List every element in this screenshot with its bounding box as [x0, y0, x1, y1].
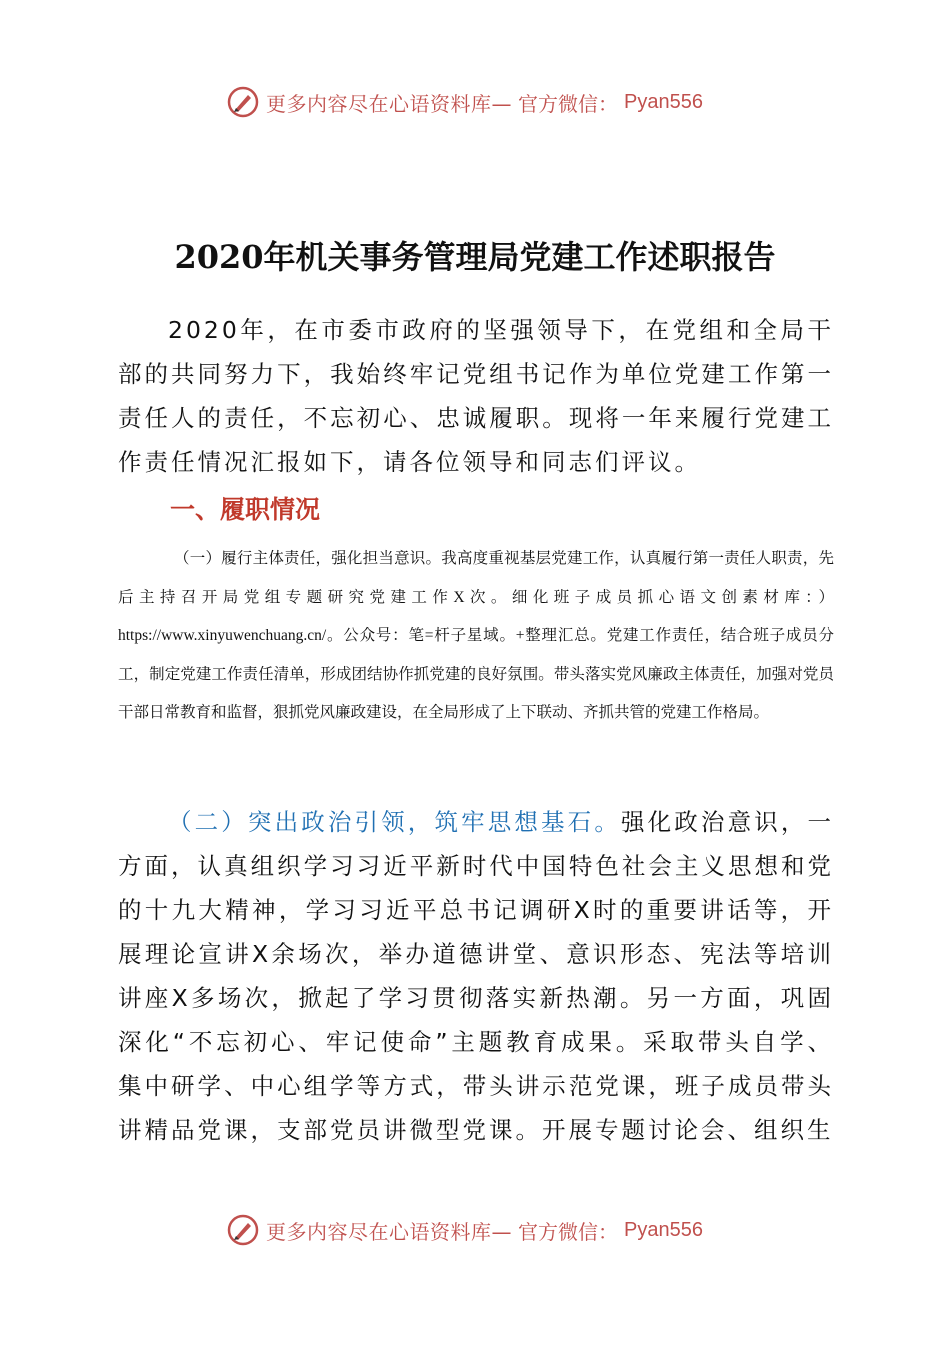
wechat-label: 官方微信：	[518, 91, 618, 116]
pen-circle-icon	[226, 1213, 260, 1247]
wechat-id: Pyan556	[624, 90, 703, 113]
pen-circle-icon	[226, 85, 260, 119]
item-2-text: 强化政治意识，一方面，认真组织学习习近平新时代中国特色社会主义思想和党的十九大精神，学习习近平总书记调研X时的重要讲话等，开展理论宣讲X余场次，举办道德讲堂、意识形态、宪法等培训讲座X多场次，掀起了学习贯彻落实新热潮。另一方面，巩固深化“不忘初心、牢记使命”主题教育成果。采取带头自学、集中研学、中心组学等方式，带头讲示范党课，班子成员带头讲精品党课，支部党员讲微型党课。开展专题讨论会、组织生	[118, 808, 835, 1144]
wechat-id: Pyan556	[624, 1218, 703, 1241]
document-title: 2020年机关事务管理局党建工作述职报告	[174, 238, 776, 276]
banner-text: 更多内容尽在心语资料库—	[266, 1219, 512, 1244]
banner-text: 更多内容尽在心语资料库—	[266, 91, 512, 116]
intro-paragraph	[118, 308, 834, 484]
section-heading-1: 一、履职情况	[170, 495, 321, 524]
item-1-text: （一）履行主体责任，强化担当意识。我高度重视基层党建工作，认真履行第一责任人职责，先后主持召开局党组专题研究党建工作X次。细化班子成员抓心语文创素材库：）https://www.xinyuwenchuang.cn/。公众号：笔=杆子星域。+整理汇总。党建工作责任，结合班子成员分工，制定党建工作责任清单，形成团结协作抓党建的良好氛围。带头落实党风廉政主体责任，加强对党员干部日常教育和监督，狠抓党风廉政建设，在全局形成了上下联动、齐抓共管的党建工作格局。	[118, 550, 834, 721]
footer-banner	[226, 1210, 703, 1250]
intro-text: 2020年，在市委市政府的坚强领导下，在党组和全局干部的共同努力下，我始终牢记党组书记作为单位党建工作第一责任人的责任，不忘初心、忠诚履职。现将一年来履行党建工作责任情况汇报如下，请各位领导和同志们评议。	[118, 316, 834, 476]
item-2-paragraph	[118, 800, 834, 1152]
wechat-label: 官方微信：	[518, 1219, 618, 1244]
item-2-heading: （二）突出政治引领，筑牢思想基石。	[168, 808, 621, 836]
header-banner	[226, 82, 703, 122]
item-1-paragraph	[118, 540, 834, 733]
